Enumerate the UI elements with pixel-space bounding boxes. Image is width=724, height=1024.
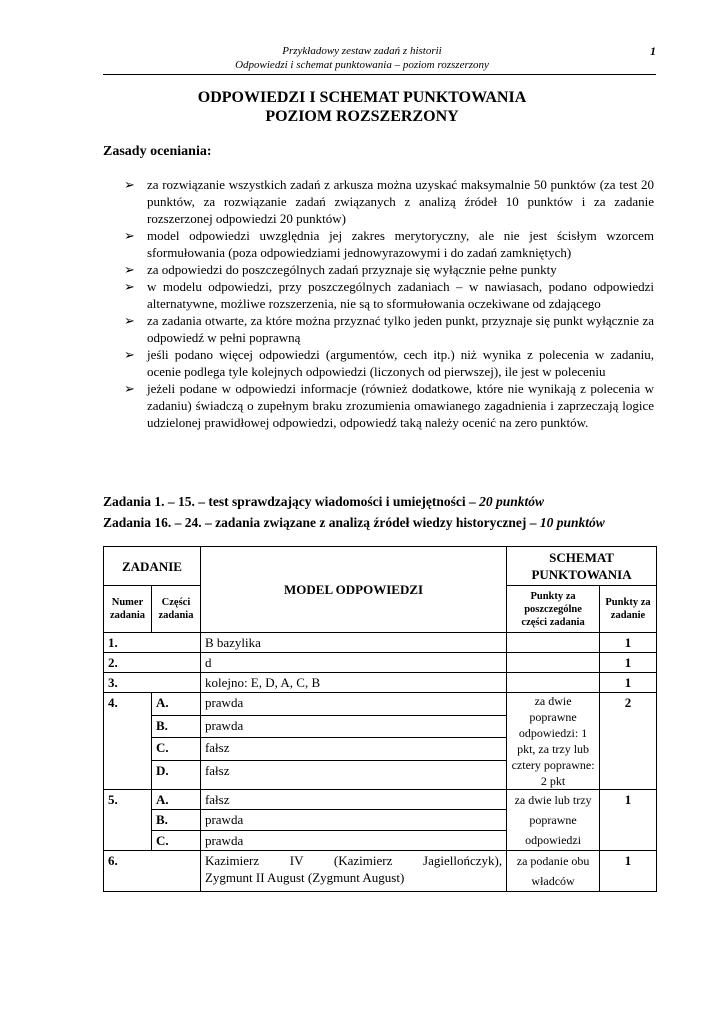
arrow-bullet-icon: ➢	[124, 279, 135, 294]
rule-item: ➢ w modelu odpowiedzi, przy poszczególnych zadaniach – w nawiasach, podano odpowiedzi alternatywne, możliwe rozszerzenia, nie są to sformułowania oczekiwane od zdającego	[124, 279, 654, 311]
col-header-punkty-czesci: Punkty za poszczególne części zadania	[507, 586, 600, 633]
rule-item: ➢ jeżeli podane w odpowiedzi informacje (również dodatkowe, które nie wynikają z polecenia w zadaniu) świadczą o zupełnym braku zrozumienia omawianego zagadnienia i zaprzeczają logice udzielonej prawidłowej odpowiedzi, odpowiedź taką należy ocenić na zero punktów.	[124, 381, 654, 430]
section-heading-sources: Zadania 16. – 24. – zadania związane z analizą źródeł wiedzy historycznej – 10 punktów	[103, 515, 605, 530]
table-row: B. prawda	[104, 810, 657, 830]
header-rule	[103, 74, 656, 75]
col-header-numer: Numer zadania	[104, 586, 152, 633]
running-header	[0, 44, 724, 72]
rule-item: ➢ za zadania otwarte, za które można przyznać tylko jeden punkt, przyznaje się punkt wyłącznie za odpowiedź w pełni poprawną	[124, 313, 654, 345]
scoring-note: za dwie poprawne odpowiedzi: 1 pkt, za trzy lub cztery poprawne: 2 pkt	[507, 693, 600, 790]
rule-item: ➢ jeśli podano więcej odpowiedzi (argumentów, cech itp.) niż wynika z polecenia w zadaniu, ocenie podlega tyle kolejnych odpowiedzi (liczonych od pierwszej), ile jest w poleceniu	[124, 347, 654, 379]
col-header-schemat: SCHEMAT PUNKTOWANIA	[507, 547, 657, 586]
arrow-bullet-icon: ➢	[124, 313, 135, 328]
document-title	[0, 88, 724, 126]
rules-list	[124, 176, 654, 431]
table-row: C. prawda	[104, 830, 657, 850]
arrow-bullet-icon: ➢	[124, 262, 135, 277]
header-line-2: Odpowiedzi i schemat punktowania – poziom rozszerzony	[235, 59, 489, 71]
table-row: 6. Kazimierz IV (Kazimierz Jagiellończyk), Zygmunt II August (Zygmunt August) za podanie obu władców 1	[104, 851, 657, 892]
table-row: C. fałsz	[104, 738, 657, 761]
rule-item: ➢ model odpowiedzi uwzględnia jej zakres merytoryczny, ale nie jest ścisłym wzorcem sformułowania (poza odpowiedziami jednowyrazowymi i do zadań zamkniętych)	[124, 228, 654, 260]
page-number: 1	[650, 44, 656, 58]
scoring-note: za podanie obu władców	[507, 851, 600, 892]
arrow-bullet-icon: ➢	[124, 381, 135, 396]
table-row: 3. kolejno: E, D, A, C, B 1	[104, 673, 657, 693]
col-header-punkty-zadanie: Punkty za zadanie	[600, 586, 657, 633]
arrow-bullet-icon: ➢	[124, 177, 135, 192]
col-header-zadanie: ZADANIE	[104, 547, 201, 586]
scoring-note: za dwie lub trzy poprawne odpowiedzi	[507, 790, 600, 851]
table-row: 2. d 1	[104, 653, 657, 673]
title-line-2: POZIOM ROZSZERZONY	[265, 108, 459, 125]
title-line-1: ODPOWIEDZI I SCHEMAT PUNKTOWANIA	[197, 89, 527, 106]
answer-table	[103, 546, 657, 892]
rules-heading: Zasady oceniania:	[103, 144, 212, 159]
rule-item: ➢ za rozwiązanie wszystkich zadań z arkusza można uzyskać maksymalnie 50 punktów (za test 20 punktów, za rozwiązanie zadań związanych z analizą źródeł 10 punktów i za zadanie rozszerzonej odpowiedzi 20 punktów)	[124, 177, 654, 226]
arrow-bullet-icon: ➢	[124, 228, 135, 243]
section-heading-test: Zadania 1. – 15. – test sprawdzający wiadomości i umiejętności – 20 punktów	[103, 494, 545, 509]
col-header-czesci: Części zadania	[151, 586, 200, 633]
table-row: 1. B bazylika 1	[104, 633, 657, 653]
header-line-1: Przykładowy zestaw zadań z historii	[282, 45, 442, 57]
table-row: B. prawda	[104, 715, 657, 738]
table-row: 5. A. fałsz za dwie lub trzy poprawne odpowiedzi 1	[104, 790, 657, 810]
col-header-model: MODEL ODPOWIEDZI	[200, 547, 506, 633]
arrow-bullet-icon: ➢	[124, 347, 135, 362]
table-row: D. fałsz	[104, 760, 657, 789]
table-row: 4. A. prawda za dwie poprawne odpowiedzi: 1 pkt, za trzy lub cztery poprawne: 2 pkt 2	[104, 693, 657, 716]
rule-item: ➢ za odpowiedzi do poszczególnych zadań przyznaje się wyłącznie pełne punkty	[124, 262, 557, 277]
